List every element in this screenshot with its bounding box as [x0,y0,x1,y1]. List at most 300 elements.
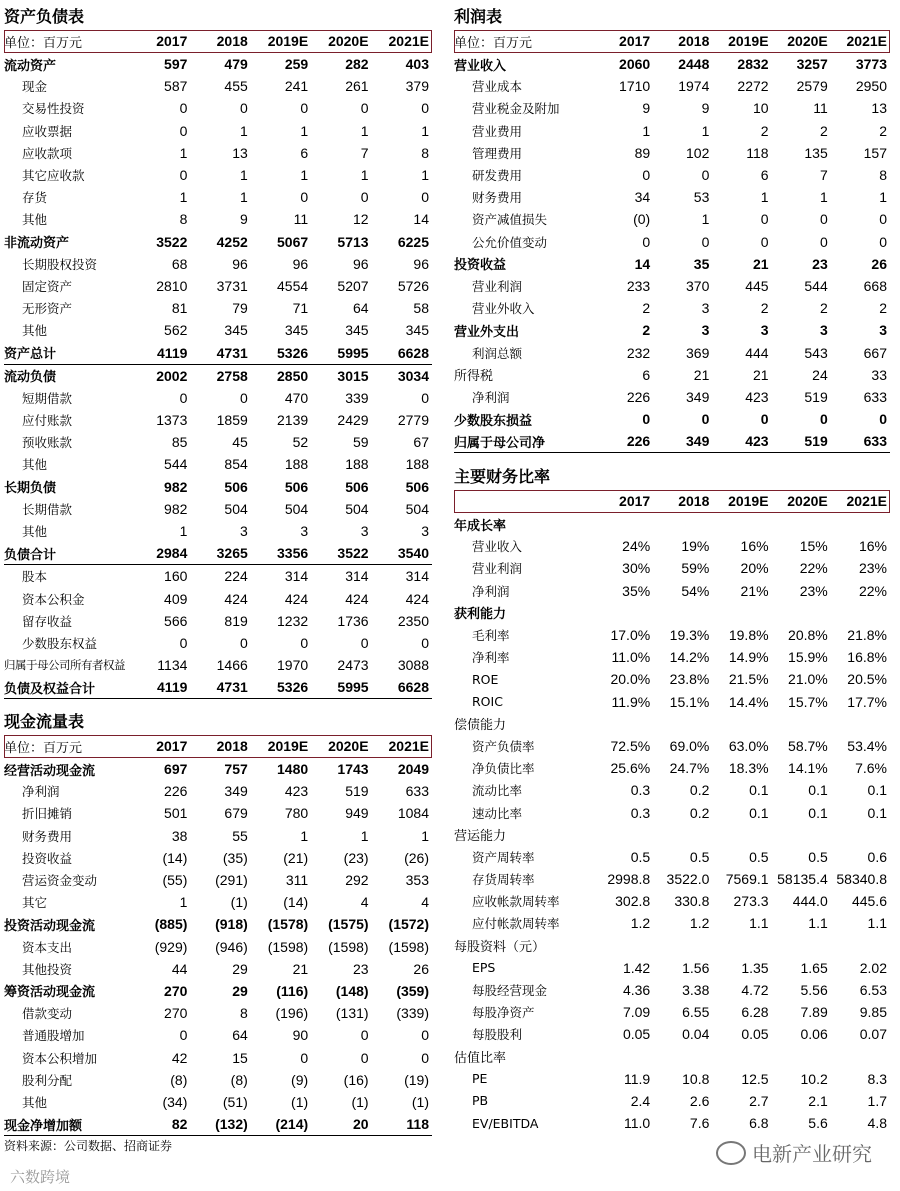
value-cell: 58.7% [788,737,828,754]
row-label: 净利润 [472,583,510,599]
value-cell [653,513,712,536]
value-cell: 81 [171,300,188,317]
row-label: 流动资产 [4,58,57,74]
value-cell: 0 [421,634,429,651]
value-cell: 1743 [337,761,369,778]
value-cell: (1) [351,1093,369,1110]
value-cell: 4119 [130,676,190,699]
year-header: 2018 [653,490,712,513]
value-cell: 273.3 [733,893,769,910]
value-cell: (359) [396,982,429,999]
table-row [4,1002,432,1024]
row-label: 折旧摊销 [22,806,73,822]
table-row [454,890,890,912]
cashflow-table [4,735,432,1136]
row-label: PB [472,1093,489,1109]
value-cell: 0 [421,1049,429,1066]
unit-label [454,490,594,513]
value-cell: 1 [300,167,309,184]
table-row [454,912,890,934]
row-label: 归属于母公司所有者权益 [4,658,125,673]
table-row [454,602,890,624]
value-cell: 2272 [737,78,769,95]
value-cell: 157 [863,144,887,161]
value-cell: 679 [224,805,248,822]
value-cell: 501 [164,805,188,822]
value-cell: 1 [421,827,429,844]
unit-label: 单位：百万元 [454,30,594,53]
row-label: 经营活动现金流 [4,763,96,779]
value-cell: 20.8% [788,627,828,644]
value-cell: 45 [232,434,248,451]
value-cell: (1) [411,1093,429,1110]
value-cell: 15.7% [788,693,828,710]
value-cell: 232 [626,344,651,361]
value-cell: 135 [804,144,828,161]
value-cell: (8) [230,1071,248,1088]
value-cell: 16% [858,538,887,555]
value-cell: 10 [752,100,769,117]
value-cell: 21.8% [847,627,887,644]
value-cell: 0 [819,233,828,250]
value-cell: 9 [239,211,248,228]
value-cell: 0 [300,1049,309,1066]
value-cell: 29 [232,960,248,977]
value-cell: 3773 [855,56,887,73]
table-row [454,253,890,275]
value-cell: 26 [413,960,429,977]
row-label: 速动比率 [472,805,523,821]
value-cell: 3356 [251,542,311,565]
value-cell: (14) [162,849,188,866]
value-cell: 0 [360,189,369,206]
value-cell: 14.1% [788,760,828,777]
value-cell [772,713,831,735]
value-cell: 1.42 [622,959,651,976]
table-row [454,1068,890,1090]
value-cell [653,602,712,624]
table-row [4,208,432,230]
row-label: 净利润 [22,784,60,800]
table-row [4,936,432,958]
value-cell: 26 [871,255,887,272]
table-row [4,891,432,913]
value-cell [712,513,771,536]
value-cell: 0 [760,233,769,250]
ratios-panel [454,464,890,1134]
value-cell: 2 [642,322,651,339]
value-cell: 6628 [372,676,432,699]
table-row [454,757,890,779]
row-label: ROE [472,671,499,687]
value-cell: 3015 [337,367,369,384]
value-cell: 2.7 [749,1092,769,1109]
value-cell [653,824,712,846]
value-cell [712,935,771,957]
wechat-badge [716,1138,872,1167]
value-cell [712,824,771,846]
table-row [454,208,890,230]
value-cell: 261 [345,78,369,95]
value-cell: 982 [164,500,188,517]
row-label: 资产减值损失 [472,212,548,228]
table-row [4,319,432,341]
value-cell: 6.8 [749,1115,769,1132]
value-cell: 4554 [277,277,309,294]
value-cell: 1.35 [741,959,769,976]
value-cell: 22% [799,560,828,577]
row-label: 偿债能力 [454,718,507,734]
value-cell: 424 [284,590,309,607]
value-cell: (19) [404,1071,429,1088]
value-cell: 3.38 [682,982,710,999]
value-cell: 21% [740,582,769,599]
value-cell: 14.4% [728,693,769,710]
row-label: PE [472,1071,488,1087]
value-cell: 0.07 [859,1026,887,1043]
value-cell [772,1046,831,1068]
value-cell: 854 [224,456,248,473]
value-cell: 4 [421,894,429,911]
table-row [4,364,432,387]
value-cell: 668 [863,277,887,294]
value-cell: 5995 [311,676,371,699]
value-cell: 7 [819,167,828,184]
value-cell: 23% [799,582,828,599]
year-header: 2021E [372,735,432,758]
table-row [454,824,890,846]
value-cell: 7.6 [689,1115,710,1132]
value-cell [712,713,771,735]
value-cell: (929) [154,938,188,955]
value-cell: 15% [799,538,828,555]
table-row [4,758,432,781]
row-label: 其他 [22,524,48,540]
value-cell: 3 [879,322,887,339]
row-label: 长期负债 [4,481,57,497]
value-cell: 2850 [277,367,309,384]
value-cell: (55) [162,872,188,889]
value-cell: 4 [360,894,369,911]
value-cell: 519 [345,783,369,800]
row-label: 少数股东损益 [454,413,533,429]
row-label: ROIC [472,694,503,710]
row-label: 净负债比率 [472,761,535,777]
row-label: 应付帐款周转率 [472,916,560,932]
balance-sheet-table [4,30,432,699]
value-cell: (196) [275,1005,309,1022]
table-row [454,164,890,186]
row-label: 营业成本 [472,79,523,95]
value-cell: 11 [293,211,309,228]
value-cell: 64 [352,300,369,317]
value-cell: 1466 [216,657,248,674]
value-cell [594,713,653,735]
unit-label: 单位：百万元 [4,735,130,758]
row-label: 营业利润 [472,561,523,577]
table-row [4,632,432,654]
value-cell: (1575) [328,916,369,933]
value-cell: 11 [813,100,828,117]
value-cell: 0.3 [630,782,651,799]
value-cell: 0 [360,1027,369,1044]
value-cell [831,713,890,735]
value-cell: 3 [701,322,710,339]
value-cell: 0 [360,1049,369,1066]
value-cell: 1.1 [867,915,887,932]
value-cell: 2002 [156,367,188,384]
value-cell: 8 [421,144,429,161]
unit-label: 单位：百万元 [4,30,130,53]
row-label: 存货周转率 [472,872,535,888]
value-cell: (1598) [328,938,369,955]
value-cell: 21.0% [788,671,828,688]
value-cell: (131) [335,1005,369,1022]
value-cell: 23 [812,255,828,272]
value-cell: 423 [712,430,771,453]
table-row [4,476,432,498]
value-cell: 445 [745,277,769,294]
table-row [4,53,432,76]
value-cell: 53 [693,189,710,206]
value-cell: 226 [594,430,653,453]
table-row [4,1046,432,1068]
value-cell: 19.8% [728,627,769,644]
table-row [454,231,890,253]
value-cell: 424 [345,590,369,607]
value-cell: 1.7 [867,1092,887,1109]
value-cell: 424 [224,590,248,607]
value-cell: 241 [284,78,309,95]
value-cell: 6 [300,144,309,161]
value-cell: 1 [239,167,248,184]
row-label: 其他 [22,457,48,473]
value-cell: 757 [224,761,248,778]
value-cell: 0.05 [741,1026,769,1043]
value-cell: (16) [343,1071,369,1088]
table-row [4,980,432,1002]
income-table [454,30,890,453]
row-label: 现金净增加额 [4,1113,130,1136]
year-header: 2020E [311,30,371,53]
row-label: 净利率 [472,650,510,666]
table-row [454,779,890,801]
value-cell: 79 [232,300,248,317]
value-cell: (1) [291,1093,309,1110]
value-cell: 33 [871,366,887,383]
value-cell: 1859 [216,412,248,429]
value-cell: 96 [292,255,309,272]
year-header: 2019E [251,735,311,758]
table-row [454,979,890,1001]
row-label: 利润总额 [472,345,523,361]
row-label: 无形资产 [22,301,73,317]
value-cell: 1.1 [749,915,769,932]
value-cell: (1) [230,894,248,911]
value-cell: 479 [224,56,248,73]
value-cell: 19% [681,538,710,555]
value-cell: 345 [284,322,309,339]
table-row [454,801,890,823]
value-cell: 3 [819,322,828,339]
row-label: 存货 [22,190,48,206]
value-cell: 0 [179,389,188,406]
header-row [454,490,890,513]
value-cell: 23 [352,960,369,977]
table-row [454,580,890,602]
value-cell: 259 [284,56,309,73]
value-cell: 102 [686,144,710,161]
row-label: 其他 [22,212,48,228]
value-cell: 2779 [397,412,429,429]
table-row [454,430,890,453]
table-row [454,935,890,957]
value-cell: 0.1 [749,782,769,799]
value-cell: 8.3 [867,1070,887,1087]
table-row [454,513,890,536]
table-row [4,588,432,610]
table-row [454,1090,890,1112]
value-cell: 506 [284,478,309,495]
value-cell: 12.5 [741,1070,769,1087]
value-cell: 20.0% [610,671,651,688]
value-cell: 311 [285,872,309,889]
value-cell: 0.1 [867,782,887,799]
value-cell: 58135.4 [777,871,828,888]
value-cell: 6225 [397,233,429,250]
value-cell: (23) [343,849,369,866]
value-cell: 1.56 [682,959,710,976]
value-cell: 1 [239,189,248,206]
value-cell: 5207 [337,277,369,294]
value-cell: 0 [760,411,769,428]
table-row [4,275,432,297]
table-row [454,957,890,979]
value-cell: 21 [693,366,710,383]
value-cell: 11.0 [623,1115,651,1132]
value-cell: 2.4 [630,1092,651,1109]
year-header: 2020E [772,490,831,513]
value-cell: 5995 [311,341,371,364]
year-header: 2021E [831,30,890,53]
row-label: 研发费用 [472,168,523,184]
value-cell: 1 [179,894,188,911]
table-row [4,542,432,565]
value-cell: 2 [879,300,887,317]
value-cell: 4731 [190,676,250,699]
value-cell: 0 [421,100,429,117]
value-cell: 1974 [678,78,710,95]
value-cell: 780 [284,805,309,822]
table-row [4,231,432,253]
value-cell: 4.8 [867,1115,887,1132]
row-label: 毛利率 [472,628,510,644]
value-cell: (214) [251,1113,311,1136]
value-cell: 3 [760,322,769,339]
value-cell: 0 [760,211,769,228]
value-cell: 349 [224,783,248,800]
value-cell: 444 [745,344,769,361]
value-cell: 0 [879,211,887,228]
row-label: 其他投资 [22,961,73,977]
value-cell: 562 [164,322,188,339]
table-row [4,142,432,164]
value-cell: 3 [701,300,710,317]
value-cell: 379 [405,78,429,95]
table-row [454,341,890,363]
income-title: 利润表 [454,7,503,26]
value-cell: 11.9 [623,1070,651,1087]
value-cell: (116) [276,982,309,999]
year-header: 2021E [831,490,890,513]
row-label: 长期股权投资 [22,256,98,272]
value-cell: 0.6 [867,848,887,865]
table-row [454,142,890,164]
value-cell: 85 [171,434,188,451]
value-cell: 90 [292,1027,309,1044]
value-cell: 3 [300,523,309,540]
value-cell: 34 [634,189,651,206]
value-cell: 1480 [277,761,309,778]
value-cell: 8 [179,211,188,228]
value-cell: 0 [300,100,309,117]
wechat-icon [716,1141,746,1165]
value-cell: 17.7% [847,693,887,710]
value-cell: 7.89 [800,1004,828,1021]
value-cell: 2 [819,300,828,317]
value-cell: 5067 [277,233,309,250]
value-cell: 667 [863,344,887,361]
value-cell: 0.1 [867,804,887,821]
row-label: 资产总计 [4,341,130,364]
value-cell: 2 [760,122,769,139]
value-cell: 58340.8 [836,871,887,888]
table-row [454,624,890,646]
value-cell: 29 [232,982,248,999]
value-cell: 470 [284,389,309,406]
row-label: 其它应收款 [22,168,85,184]
value-cell: 9.85 [859,1004,887,1021]
value-cell: 6.53 [859,982,887,999]
year-header: 2018 [190,30,250,53]
value-cell [712,1046,771,1068]
table-row [4,913,432,935]
watermark [10,1166,70,1187]
value-cell: 587 [164,78,188,95]
value-cell: 21 [752,255,769,272]
row-label: 普通股增加 [22,1028,85,1044]
value-cell: 1134 [157,657,188,674]
value-cell: 1970 [277,657,309,674]
row-label: 流动负债 [4,370,57,386]
value-cell: 53.4% [847,737,887,754]
table-row [4,498,432,520]
value-cell: 0 [642,411,651,428]
header-row [454,30,890,53]
value-cell: (8) [170,1071,188,1088]
value-cell: 6 [642,366,651,383]
row-label: 筹资活动现金流 [4,985,96,1001]
value-cell: 0.5 [808,848,828,865]
value-cell: 5326 [251,341,311,364]
value-cell: 0 [421,389,429,406]
value-cell: (946) [215,938,248,955]
table-row [4,297,432,319]
table-row [454,275,890,297]
value-cell: 118 [746,144,769,161]
table-row [4,387,432,409]
value-cell: 345 [345,322,369,339]
